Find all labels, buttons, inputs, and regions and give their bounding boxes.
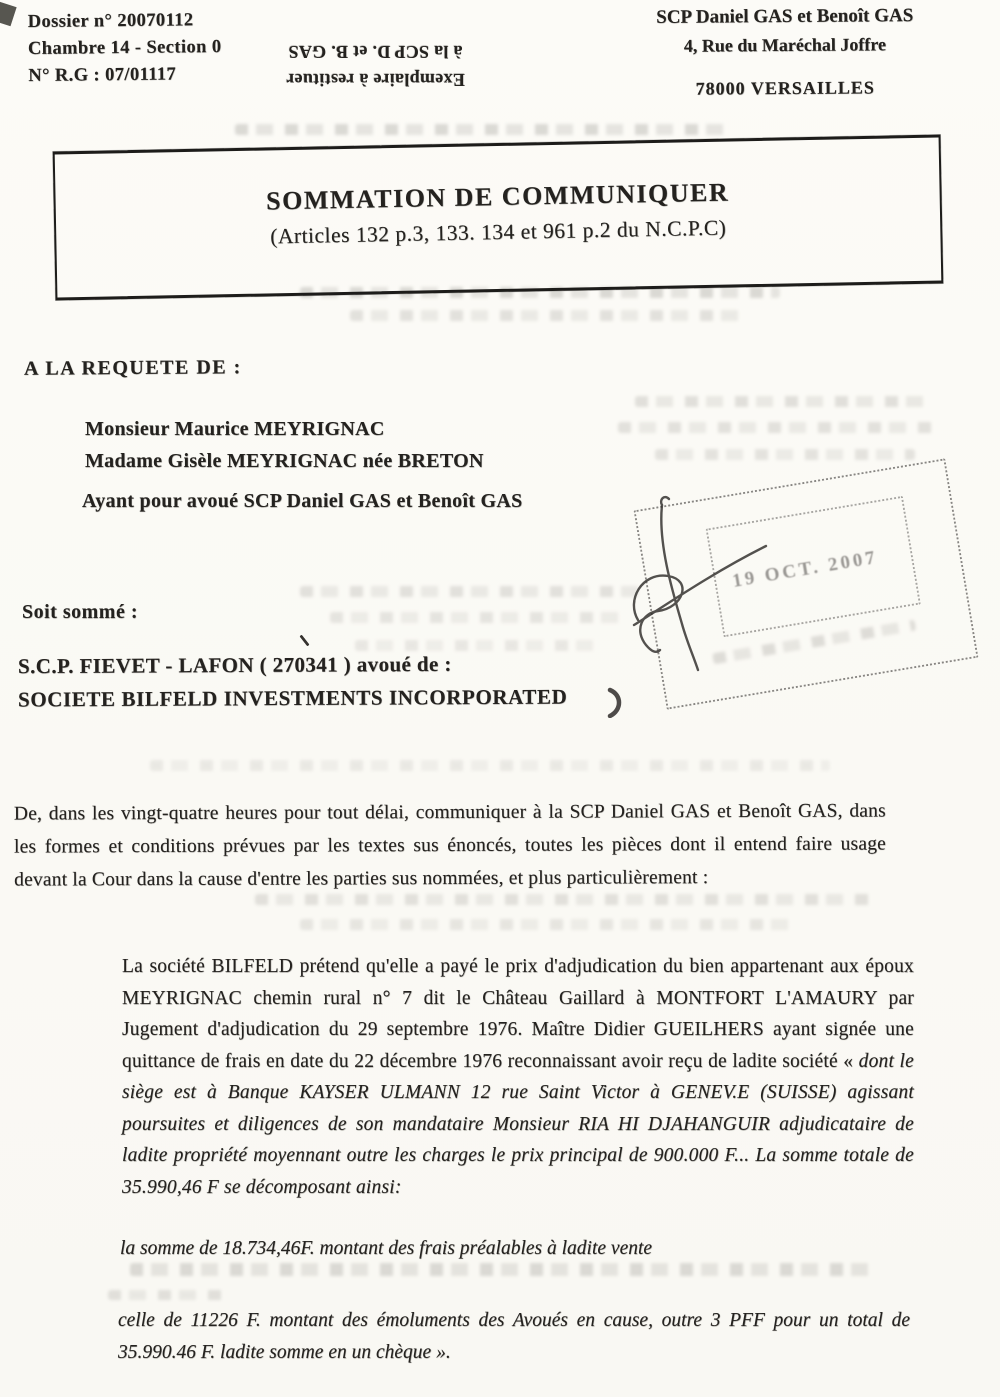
rg-number: N° R.G : 07/01117 — [28, 64, 177, 87]
dossier-number: Dossier n° 20070112 — [27, 10, 194, 33]
bleed-through-smudge — [350, 310, 740, 321]
bleed-through-smudge — [618, 422, 938, 433]
summoned-avoue-line: S.C.P. FIEVET - LAFON ( 270341 ) avoué de : — [17, 651, 452, 679]
document-subtitle: (Articles 132 p.3, 133. 134 et 961 p.2 du N.C.P.C) — [269, 215, 727, 249]
sender-city: 78000 VERSAILLES — [695, 77, 875, 99]
body-paragraph: De, dans les vingt-quatre heures pour tout délai, communiquer à la SCP Daniel GAS et Benoît GAS, dans les formes et conditions prévues par les textes sus énoncés, toutes les pièces dont il entend faire usage devant la Cour dans la cause d'entre les parties sus nommées, et plus particulièrement : — [13, 800, 887, 891]
avoue-line: Ayant pour avoué SCP Daniel GAS et Benoît GAS — [82, 490, 523, 512]
pen-scribble — [596, 458, 816, 718]
scan-corner-artifact — [0, 2, 17, 27]
detail-paragraph — [122, 951, 914, 1203]
summoned-company-line: SOCIETE BILFELD INVESTMENTS INCORPORATED — [17, 684, 568, 712]
upside-down-return-note — [278, 38, 473, 94]
detail-normal-text: La société BILFELD prétend qu'elle a payé le prix d'adjudication du bien appartenant aux époux MEYRIGNAC chemin rural n° 7 dit le Château Gaillard à MONTFORT L'AMAURY par Jugement d'adjudication du 29 septembre 1976. Maître Didier GUEILHERS ayant signée une quittance de frais en date du 22 décembre 1976 reconnaissant avoir reçu de ladite société « — [122, 956, 914, 1072]
soit-somme-heading: Soit sommé : — [22, 601, 138, 623]
requesting-parties — [85, 413, 484, 477]
bleed-through-smudge — [150, 760, 830, 771]
bleed-through-smudge — [108, 1290, 228, 1300]
requete-heading: A LA REQUETE DE : — [23, 356, 242, 380]
return-note-line1: Exemplaire à restituer — [286, 70, 465, 90]
detail-quoted-italic-text: dont le siège est à Banque KAYSER ULMANN 12 rue Saint Victor à GENEV.E (SUISSE) agissant poursuites et diligences de son mandataire Monsieur RIA HI DJAHANGUIR adjudicataire de ladite propriété moyennant outre les charges le prix principal de 900.000 F... La somme totale de 35.990,46 F se décomposant ainsi: — [122, 1050, 914, 1198]
sender-street: 4, Rue du Maréchal Joffre — [683, 34, 887, 56]
bleed-through-smudge — [355, 640, 605, 651]
party-madame: Madame Gisèle MEYRIGNAC née BRETON — [85, 450, 484, 472]
sender-address-block — [635, 5, 936, 100]
bleed-through-smudge — [300, 586, 640, 597]
document-title-box — [53, 134, 944, 300]
bleed-through-smudge — [300, 919, 800, 930]
bleed-through-smudge — [635, 396, 935, 407]
chambre-section: Chambre 14 - Section 0 — [27, 36, 222, 60]
amount-item-1: la somme de 18.734,46F. montant des frais préalables à ladite vente — [120, 1238, 653, 1259]
dossier-reference-block — [28, 7, 222, 90]
sender-name: SCP Daniel GAS et Benoît GAS — [656, 5, 914, 28]
return-note-line2: à la SCP D. et B. GAS — [288, 42, 463, 62]
pen-tick-mark — [299, 634, 309, 646]
amount-item-2: celle de 11226 F. montant des émoluments des Avoués en cause, outre 3 PFF pour un total de 35.990.46 F. ladite somme en un chèque ». — [118, 1310, 910, 1363]
bleed-through-smudge — [130, 1263, 870, 1276]
bleed-through-smudge — [235, 124, 735, 135]
party-monsieur: Monsieur Maurice MEYRIGNAC — [85, 418, 385, 440]
bleed-through-smudge — [255, 894, 875, 905]
document-title: SOMMATION DE COMMUNIQUER — [265, 177, 730, 216]
bleed-through-smudge — [330, 612, 630, 623]
stamp-date: 19 OCT. 2007 — [730, 546, 880, 592]
